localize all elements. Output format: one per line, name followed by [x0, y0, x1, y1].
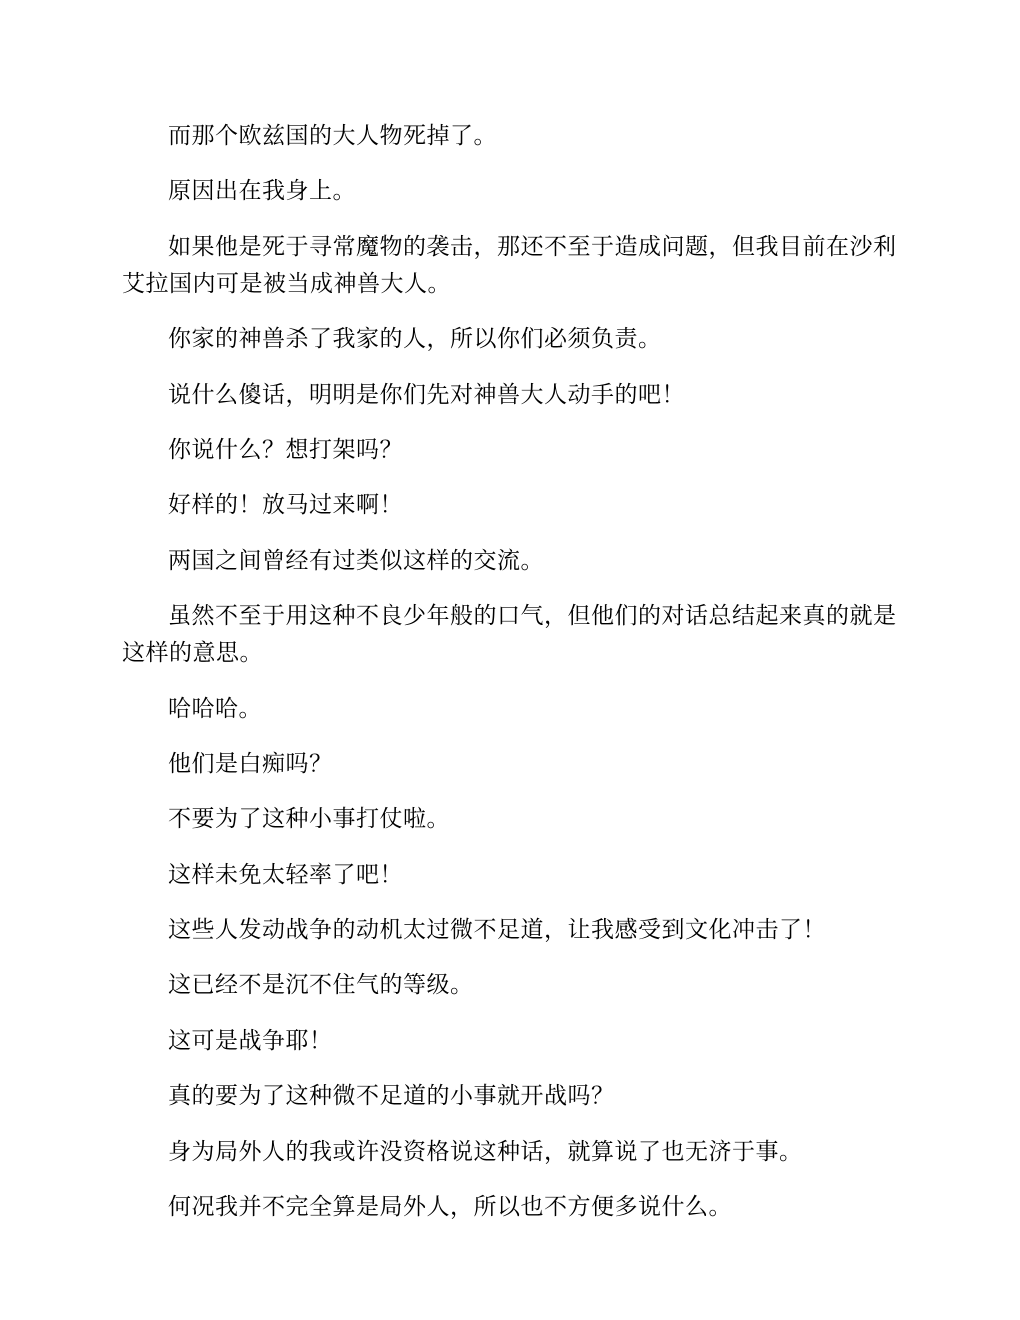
- paragraph: 原因出在我身上。: [168, 178, 356, 205]
- paragraph: 哈哈哈。: [168, 695, 262, 722]
- paragraph: 好样的！放马过来啊！: [168, 492, 403, 519]
- paragraph: 这些人发动战争的动机太过微不足道，让我感受到文化冲击了！: [168, 917, 826, 944]
- paragraph: 这可是战争耶！: [168, 1027, 333, 1054]
- paragraph: 不要为了这种小事打仗啦。: [168, 806, 450, 833]
- paragraph: 虽然不至于用这种不良少年般的口气，但他们的对话总结起来真的就是这样的意思。: [122, 603, 897, 667]
- paragraph: 你说什么？想打架吗？: [168, 436, 403, 463]
- paragraph: 这已经不是沉不住气的等级。: [168, 972, 474, 999]
- paragraph: 他们是白痴吗？: [168, 750, 333, 777]
- paragraph: 身为局外人的我或许没资格说这种话，就算说了也无济于事。: [168, 1138, 803, 1165]
- paragraph: 两国之间曾经有过类似这样的交流。: [168, 547, 544, 574]
- paragraph: 如果他是死于寻常魔物的袭击，那还不至于造成问题，但我目前在沙利艾拉国内可是被当成神兽大人。: [122, 233, 897, 297]
- paragraph: 这样未免太轻率了吧！: [168, 861, 403, 888]
- body-text: [122, 118, 898, 1244]
- paragraph: 说什么傻话，明明是你们先对神兽大人动手的吧！: [168, 381, 685, 408]
- paragraph: 真的要为了这种微不足道的小事就开战吗？: [168, 1083, 615, 1110]
- paragraph: 你家的神兽杀了我家的人，所以你们必须负责。: [168, 326, 662, 353]
- paragraph: 而那个欧兹国的大人物死掉了。: [168, 123, 497, 149]
- paragraph: 何况我并不完全算是局外人，所以也不方便多说什么。: [168, 1194, 732, 1221]
